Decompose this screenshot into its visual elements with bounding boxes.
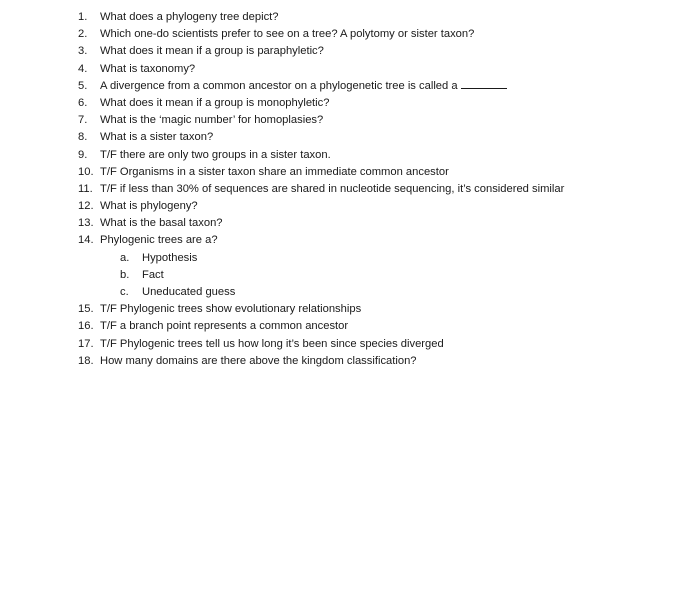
question-item (78, 215, 564, 232)
question-item (78, 353, 564, 370)
question-text: A divergence from a common ancestor on a phylogenetic tree is called a (100, 79, 458, 92)
question-item (78, 198, 564, 215)
question-text: T/F Phylogenic trees show evolutionary relationships (100, 303, 362, 316)
question-text: Which one-do scientists prefer to see on a tree? A polytomy or sister taxon? (100, 28, 475, 41)
option-letter: b. (120, 268, 130, 281)
question-item (78, 181, 564, 198)
question-number: 8. (78, 131, 88, 144)
question-number: 9. (78, 148, 88, 161)
question-item (78, 9, 564, 26)
question-number: 4. (78, 62, 88, 75)
question-item (78, 164, 564, 181)
question-item (78, 61, 564, 78)
question-text: T/F Phylogenic trees tell us how long it’s been since species diverged (100, 337, 444, 350)
question-text: What is the ‘magic number’ for homoplasies? (100, 114, 324, 127)
question-item (78, 26, 564, 43)
question-item (78, 147, 564, 164)
question-text: T/F if less than 30% of sequences are shared in nucleotide sequencing, it’s considered similar (100, 182, 565, 195)
question-number: 11. (78, 182, 93, 195)
question-number: 7. (78, 114, 88, 127)
question-number: 6. (78, 96, 88, 109)
question-item (78, 129, 564, 146)
question-item (78, 43, 564, 60)
question-text: How many domains are there above the kingdom classification? (100, 354, 417, 367)
question-number: 14. (78, 234, 94, 247)
question-text: What is taxonomy? (100, 62, 196, 75)
question-item (78, 78, 564, 95)
option-letter: a. (120, 251, 130, 264)
question-number: 18. (78, 354, 94, 367)
option-letter: c. (120, 286, 129, 298)
option-item (78, 250, 564, 267)
question-text: T/F Organisms in a sister taxon share an immediate common ancestor (100, 165, 449, 178)
question-number: 1. (78, 11, 88, 23)
question-number: 13. (78, 217, 94, 230)
question-text: What does it mean if a group is monophyletic? (100, 96, 330, 109)
question-number: 16. (78, 320, 94, 333)
question-number: 2. (78, 28, 88, 41)
question-item (78, 232, 564, 249)
answer-blank (461, 79, 507, 89)
question-number: 5. (78, 79, 88, 92)
question-text: What does a phylogeny tree depict? (100, 11, 279, 23)
question-text: T/F there are only two groups in a sister taxon. (100, 148, 331, 161)
answer-options (78, 250, 564, 302)
question-text: What is phylogeny? (100, 200, 198, 213)
question-item (78, 95, 564, 112)
option-item (78, 267, 564, 284)
question-number: 12. (78, 200, 94, 213)
question-number: 17. (78, 337, 94, 350)
option-text: Hypothesis (142, 251, 198, 264)
question-item (78, 318, 564, 335)
question-number: 10. (78, 165, 94, 178)
question-text: What is a sister taxon? (100, 131, 214, 144)
question-text: What is the basal taxon? (100, 217, 223, 230)
option-text: Uneducated guess (142, 286, 236, 298)
option-list (78, 250, 564, 302)
question-item (78, 301, 564, 318)
question-number: 15. (78, 303, 94, 316)
question-list (78, 9, 564, 370)
question-item (78, 112, 564, 129)
question-text: T/F a branch point represents a common ancestor (100, 320, 349, 333)
question-text: What does it mean if a group is paraphyletic? (100, 45, 324, 58)
option-item (78, 284, 564, 301)
option-text: Fact (142, 268, 164, 281)
question-item (78, 336, 564, 353)
question-number: 3. (78, 45, 88, 58)
question-text: Phylogenic trees are a? (100, 234, 218, 247)
